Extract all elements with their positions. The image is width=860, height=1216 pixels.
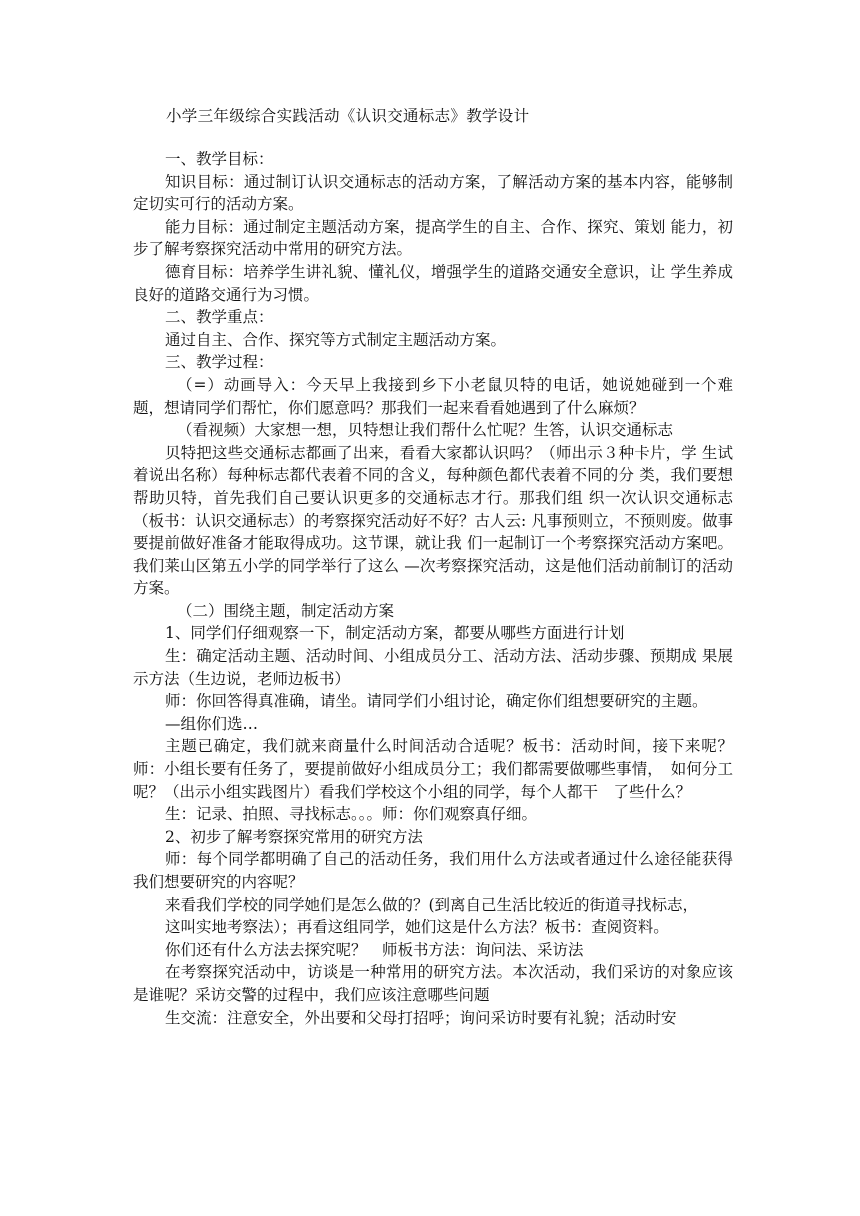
paragraph-teacher-methods: 师：每个同学都明确了自己的活动任务，我们用什么方法或者通过什么途径能获得我们想要研究的内容呢？ [133, 850, 733, 891]
paragraph-other-methods: 你们还有什么方法去探究呢？ 师板书方法：询问法、采访法 [165, 940, 584, 959]
paragraph-student-answer: 生：确定活动主题、活动时间、小组成员分工、活动方法、活动步骤、预期成 果展示方法（生边说，老师边板书） [133, 647, 733, 688]
paragraph-observe: 1、同学们仔细观察一下，制定活动方案，都要从哪些方面进行计划 [165, 624, 625, 643]
section-heading-key-points: 二、教学重点： [165, 308, 274, 327]
paragraph-research: 这叫实地考察法）；再看这组同学，她们这是什么方法？板书：查阅资料。 [165, 918, 669, 937]
paragraph-ability-objective: 能力目标：通过制定主题活动方案，提高学生的自主、合作、探究、策划 能力，初步了解考察探究活动中常用的研究方法。 [133, 217, 733, 259]
paragraph-schedule: 主题已确定，我们就来商量什么时间活动合适呢？板书：活动时间，接下来呢？ 师：小组长要有任务了，要提前做好小组成员分工；我们都需要做哪些事情， 如何分工呢？（出示小组实践图片）看我们学校这个小组的同学，每个人都干 了些什么？ [133, 737, 749, 801]
paragraph-student-exchange: 生交流：注意安全，外出要和父母打招呼；询问采访时要有礼貌；活动时安 [165, 1008, 677, 1027]
section-heading-objectives: 一、教学目标： [165, 150, 274, 168]
paragraph-animation-intro: （=）动画导入：今天早上我接到乡下小老鼠贝特的电话，她说她碰到一个难 题，想请同学们帮忙，你们愿意吗？那我们一起来看看她遇到了什么麻烦？ [133, 375, 733, 417]
subheading-plan: （二）围绕主题，制定活动方案 [177, 601, 395, 620]
paragraph-key-point: 通过自主、合作、探究等方式制定主题活动方案。 [165, 330, 507, 349]
document-title: 小学三年级综合实践活动《认识交通标志》教学设计 [166, 107, 530, 125]
paragraph-knowledge-objective: 知识目标：通过制订认识交通标志的活动方案，了解活动方案的基本内容，能够制定切实可行的活动方案。 [133, 172, 733, 214]
paragraph-video: （看视频）大家想一想，贝特想让我们帮什么忙呢？生答，认识交通标志 [177, 421, 674, 440]
subheading-methods: 2、初步了解考察探究常用的研究方法 [165, 827, 423, 846]
paragraph-field-study: 来看我们学校的同学她们是怎么做的？(到离自己生活比较近的街道寻找标志， [165, 895, 699, 914]
paragraph-moral-objective: 德育目标：培养学生讲礼貌、懂礼仪，增强学生的道路交通安全意识，让 学生养成良好的道路交通行为习惯。 [133, 262, 733, 304]
paragraph-traffic-signs: 贝特把这些交通标志都画了出来，看看大家都认识吗？（师出示３种卡片，学 生试着说出名称）每种标志都代表着不同的含义，每种颜色都代表着不同的分 类，我们要想帮助贝特，首先我们自己要认识更多的交通标志才行。那我们组 织一次认识交通标志（板书：认识交通标志）的考察探究活动好不好？古人云: 凡事预则立，不预则废。做事要提前做好准备才能取得成功。这节课，就让我 们一起制订一个考察探究活动方案吧。我们莱山区第五小学的同学举行了这么 —次考察探究活动，这是他们活动前制订的活动方案。 [133, 443, 733, 598]
paragraph-group-choice: —组你们选… [165, 714, 259, 733]
paragraph-teacher-discuss: 师：你回答得真准确，请坐。请同学们小组讨论，确定你们组想要研究的主题。 [165, 692, 708, 711]
section-heading-process: 三、教学过程： [165, 353, 274, 372]
paragraph-student-tasks: 生：记录、拍照、寻找标志。。。师：你们观察真仔细。 [165, 805, 538, 824]
document-body [133, 148, 749, 1029]
paragraph-interview: 在考察探究活动中，访谈是一种常用的研究方法。本次活动，我们采访的对象应该是谁呢？采访交警的过程中，我们应该注意哪些问题 [133, 963, 733, 1004]
